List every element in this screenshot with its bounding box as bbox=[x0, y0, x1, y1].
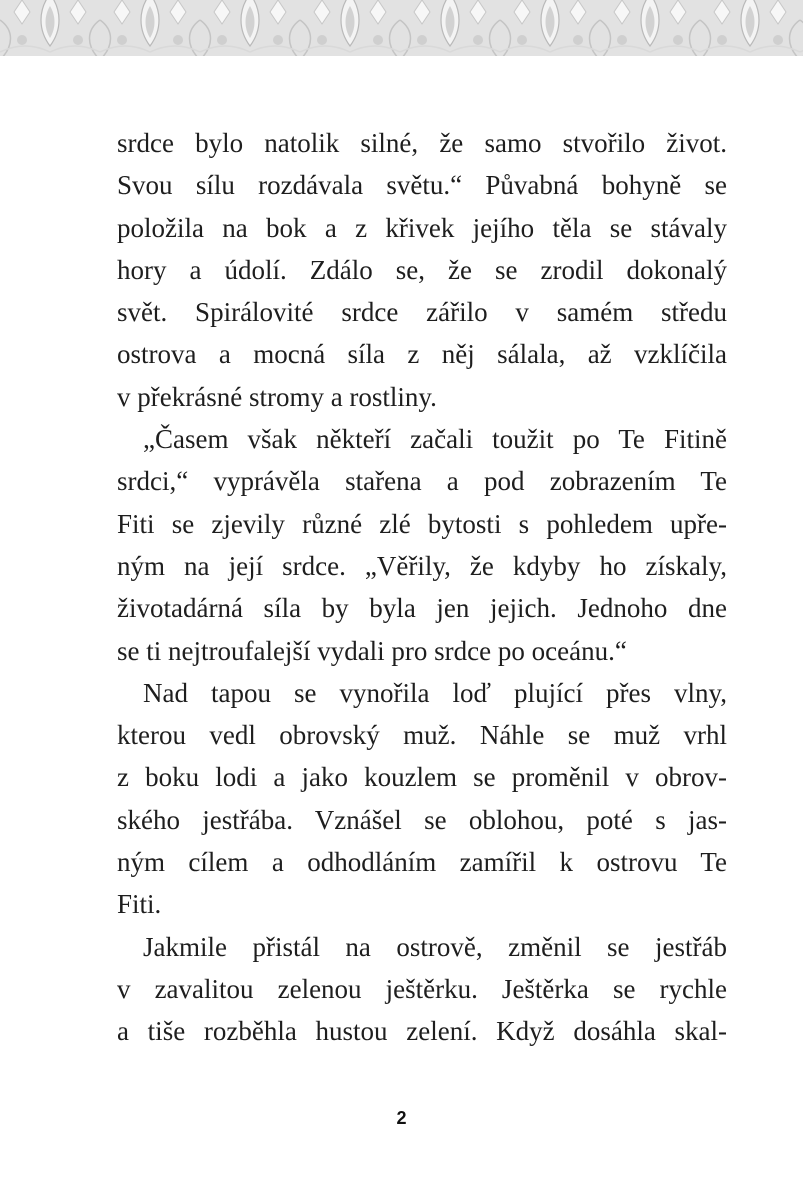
text-line: a tiše rozběhla hustou zelení. Když dosáhla skal- bbox=[117, 1016, 727, 1047]
decorative-header-banner bbox=[0, 0, 803, 56]
text-line: Jakmile přistál na ostrově, změnil se jestřáb bbox=[143, 931, 727, 962]
paragraph-1 bbox=[117, 122, 727, 418]
text-line: Fiti se zjevily různé zlé bytosti s pohledem upře- bbox=[117, 508, 727, 539]
text-line: Nad tapou se vynořila loď plující přes vlny, bbox=[143, 677, 727, 708]
page-number: 2 bbox=[396, 1108, 407, 1128]
text-line: srdce bylo natolik silné, že samo stvořilo život. bbox=[117, 128, 727, 158]
text-line: hory a údolí. Zdálo se, že se zrodil dokonalý bbox=[117, 254, 727, 285]
ornament-pattern-icon bbox=[0, 0, 803, 56]
text-line: Svou sílu rozdávala světu.“ Půvabná bohyně se bbox=[117, 170, 727, 201]
text-line: v zavalitou zelenou ještěrku. Ještěrka se rychle bbox=[117, 973, 727, 1004]
paragraph-3 bbox=[117, 672, 727, 926]
text-line: životadárná síla by byla jen jejich. Jednoho dne bbox=[117, 593, 727, 624]
text-line: kterou vedl obrovský muž. Náhle se muž vrhl bbox=[117, 720, 727, 751]
paragraph-2 bbox=[117, 418, 727, 672]
body-text bbox=[117, 122, 727, 1053]
text-line: ným cílem a odhodláním zamířil k ostrovu Te bbox=[117, 847, 727, 878]
text-line: srdci,“ vyprávěla stařena a pod zobrazením Te bbox=[117, 466, 727, 497]
paragraph-4 bbox=[117, 926, 727, 1053]
text-line: ným na její srdce. „Věřily, že kdyby ho získaly, bbox=[117, 550, 727, 581]
text-line: položila na bok a z křivek jejího těla se stávaly bbox=[117, 212, 727, 243]
text-line: ského jestřába. Vznášel se oblohou, poté s jas- bbox=[117, 804, 727, 835]
text-line: „Časem však někteří začali toužit po Te Fitině bbox=[143, 424, 727, 455]
text-line: se ti nejtroufalejší vydali pro srdce po oceánu.“ bbox=[117, 635, 627, 666]
text-line: ostrova a mocná síla z něj sálala, až vzklíčila bbox=[117, 339, 727, 370]
text-line: svět. Spirálovité srdce zářilo v samém středu bbox=[117, 297, 727, 328]
text-line: Fiti. bbox=[117, 889, 162, 920]
text-line: v překrásné stromy a rostliny. bbox=[117, 381, 437, 412]
text-line: z boku lodi a jako kouzlem se proměnil v obrov- bbox=[117, 762, 727, 793]
